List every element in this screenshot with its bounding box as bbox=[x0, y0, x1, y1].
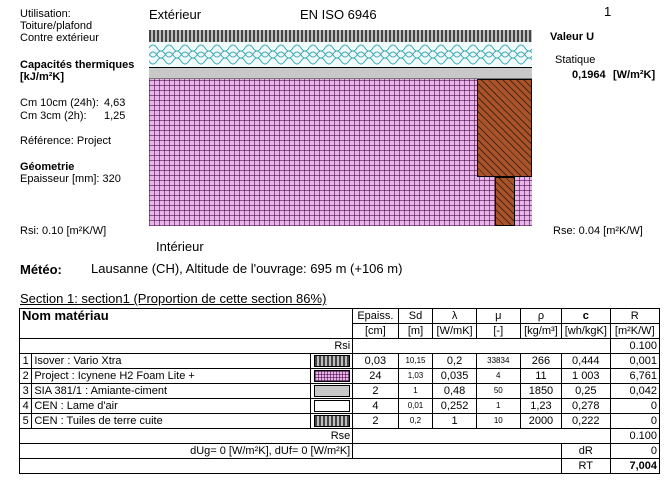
table-header-row bbox=[20, 309, 660, 324]
u-value: 0,1964 bbox=[572, 69, 606, 81]
norm-label: EN ISO 6946 bbox=[300, 7, 377, 22]
header-lambda: λ bbox=[433, 309, 476, 324]
sd-value: 10,15 bbox=[398, 354, 433, 369]
isover-layer bbox=[149, 42, 532, 68]
lambda-value: 0,252 bbox=[433, 399, 476, 414]
dug-duf-text: dUg= 0 [W/m²K], dUf= 0 [W/m²K] bbox=[20, 444, 353, 459]
cm10-label: Cm 10cm (24h): bbox=[20, 97, 99, 109]
mu-value: 10 bbox=[476, 414, 520, 429]
r-value: 0,042 bbox=[610, 384, 659, 399]
material-swatch-icon bbox=[314, 385, 350, 397]
rsi-text: Rsi: 0.10 [m²K/W] bbox=[20, 225, 107, 237]
mu-value: 50 bbox=[476, 384, 520, 399]
cm10-value: 4,63 bbox=[104, 97, 126, 109]
thickness-value: 24 bbox=[353, 369, 398, 384]
utilisation-type: Toiture/plafond bbox=[20, 20, 93, 32]
wall-section-drawing bbox=[149, 30, 532, 226]
meteo-label: Météo: bbox=[20, 262, 62, 277]
material-name: Isover : Vario Xtra bbox=[32, 354, 311, 369]
thickness-text: Epaisseur [mm]: 320 bbox=[20, 173, 121, 185]
lambda-value: 0,035 bbox=[433, 369, 476, 384]
row-number: 5 bbox=[20, 414, 32, 429]
rse-text: Rse: 0.04 [m²K/W] bbox=[553, 225, 643, 237]
meteo-value: Lausanne (CH), Altitude de l'ouvrage: 695 m (+106 m) bbox=[91, 261, 403, 276]
c-value: 0,25 bbox=[562, 384, 611, 399]
rse-label: Rse bbox=[20, 429, 353, 444]
sd-value: 1 bbox=[398, 384, 433, 399]
material-swatch-icon bbox=[314, 355, 350, 367]
rho-value: 11 bbox=[520, 369, 561, 384]
unit-r: [m²K/W] bbox=[610, 324, 659, 339]
lambda-value: 0,48 bbox=[433, 384, 476, 399]
header-material-name: Nom matériau bbox=[20, 309, 353, 339]
material-name: Project : Icynene H2 Foam Lite + bbox=[32, 369, 311, 384]
thickness-value: 4 bbox=[353, 399, 398, 414]
rsi-row bbox=[20, 339, 660, 354]
utilisation-side: Contre extérieur bbox=[20, 32, 99, 44]
material-swatch-icon bbox=[314, 415, 350, 427]
material-swatch bbox=[311, 399, 353, 414]
thickness-value: 2 bbox=[353, 414, 398, 429]
material-swatch bbox=[311, 384, 353, 399]
table-row bbox=[20, 369, 660, 384]
timber-rafter bbox=[477, 79, 532, 177]
reference-text: Référence: Project bbox=[20, 135, 112, 147]
r-value: 6,761 bbox=[610, 369, 659, 384]
r-value: 0 bbox=[610, 414, 659, 429]
mu-value: 33834 bbox=[476, 354, 520, 369]
thermal-capacity-unit: [kJ/m²K] bbox=[20, 71, 65, 83]
unit-c: [wh/kgK] bbox=[562, 324, 611, 339]
u-value-title: Valeur U bbox=[550, 31, 595, 43]
material-name: SIA 381/1 : Amiante-ciment bbox=[32, 384, 311, 399]
r-value: 0 bbox=[610, 399, 659, 414]
material-name: CEN : Lame d'air bbox=[32, 399, 311, 414]
unit-mu: [-] bbox=[476, 324, 520, 339]
cm3-value: 1,25 bbox=[104, 110, 126, 122]
u-value-unit: [W/m²K] bbox=[613, 69, 656, 81]
rse-value: 0.100 bbox=[610, 429, 659, 444]
r-value: 0,001 bbox=[610, 354, 659, 369]
c-value: 0,444 bbox=[562, 354, 611, 369]
material-swatch-icon bbox=[314, 400, 350, 412]
table-row bbox=[20, 399, 660, 414]
unit-thickness: [cm] bbox=[353, 324, 398, 339]
unit-lambda: [W/mK] bbox=[433, 324, 476, 339]
mu-value: 1 bbox=[476, 399, 520, 414]
table-row bbox=[20, 384, 660, 399]
header-rho: ρ bbox=[520, 309, 561, 324]
rho-value: 2000 bbox=[520, 414, 561, 429]
material-swatch bbox=[311, 354, 353, 369]
sd-value: 1,03 bbox=[398, 369, 433, 384]
thermal-capacity-title: Capacités thermiques bbox=[20, 59, 135, 71]
material-swatch bbox=[311, 369, 353, 384]
timber-rafter-lower bbox=[495, 177, 515, 226]
thickness-value: 2 bbox=[353, 384, 398, 399]
rt-row bbox=[20, 459, 660, 474]
c-value: 1 003 bbox=[562, 369, 611, 384]
material-swatch bbox=[311, 414, 353, 429]
interior-label: Intérieur bbox=[156, 239, 204, 254]
table-row bbox=[20, 414, 660, 429]
header-r: R bbox=[610, 309, 659, 324]
c-value: 0,278 bbox=[562, 399, 611, 414]
static-label: Statique bbox=[555, 54, 596, 66]
rt-value: 7,004 bbox=[610, 459, 659, 474]
dr-label: dR bbox=[562, 444, 611, 459]
thickness-value: 0,03 bbox=[353, 354, 398, 369]
row-number: 1 bbox=[20, 354, 32, 369]
header-thickness: Epaiss. bbox=[353, 309, 398, 324]
lambda-value: 1 bbox=[433, 414, 476, 429]
unit-sd: [m] bbox=[398, 324, 433, 339]
row-number: 4 bbox=[20, 399, 32, 414]
sd-value: 0,01 bbox=[398, 399, 433, 414]
unit-rho: [kg/m³] bbox=[520, 324, 561, 339]
foam-insulation-layer bbox=[149, 79, 532, 226]
geometry-title: Géometrie bbox=[20, 161, 75, 173]
dr-value: 0 bbox=[610, 444, 659, 459]
c-value: 0,222 bbox=[562, 414, 611, 429]
rho-value: 1,23 bbox=[520, 399, 561, 414]
page-number: 1 bbox=[604, 4, 612, 19]
rse-row bbox=[20, 429, 660, 444]
row-number: 3 bbox=[20, 384, 32, 399]
row-number: 2 bbox=[20, 369, 32, 384]
utilisation-label: Utilisation: bbox=[20, 8, 71, 20]
rsi-label: Rsi bbox=[20, 339, 353, 354]
rho-value: 1850 bbox=[520, 384, 561, 399]
cm3-label: Cm 3cm (2h): bbox=[20, 110, 87, 122]
dr-row bbox=[20, 444, 660, 459]
section-title: Section 1: section1 (Proportion de cette section 86%) bbox=[20, 291, 327, 306]
rsi-value: 0.100 bbox=[610, 339, 659, 354]
header-c: c bbox=[562, 309, 611, 324]
rho-value: 266 bbox=[520, 354, 561, 369]
header-mu: μ bbox=[476, 309, 520, 324]
header-sd: Sd bbox=[398, 309, 433, 324]
exterior-label: Extérieur bbox=[149, 7, 202, 22]
material-name: CEN : Tuiles de terre cuite bbox=[32, 414, 311, 429]
sd-value: 0,2 bbox=[398, 414, 433, 429]
table-row bbox=[20, 354, 660, 369]
rt-label: RT bbox=[562, 459, 611, 474]
lambda-value: 0,2 bbox=[433, 354, 476, 369]
fibre-cement-layer bbox=[149, 68, 532, 79]
materials-table bbox=[19, 308, 660, 474]
mu-value: 4 bbox=[476, 369, 520, 384]
material-swatch-icon bbox=[314, 370, 350, 382]
insulation-wave-pattern bbox=[149, 42, 532, 67]
